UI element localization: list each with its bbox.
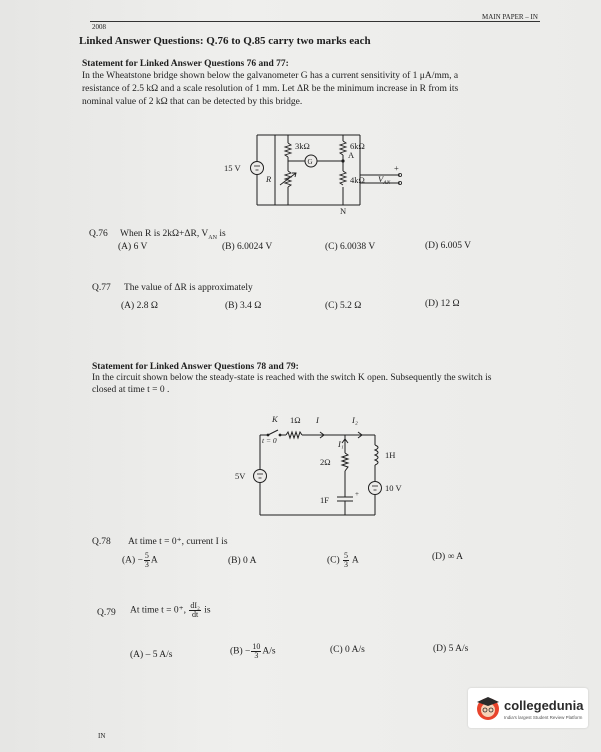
section-title: Linked Answer Questions: Q.76 to Q.85 carry two marks each [79, 35, 371, 47]
q79-option-d[interactable]: (D) 5 A/s [433, 644, 469, 654]
q76-option-b[interactable]: (B) 6.0024 V [222, 242, 273, 252]
q76-option-d[interactable]: (D) 6.005 V [425, 241, 472, 251]
resistor-1ohm-label: 1Ω [290, 415, 301, 425]
resistor-4k-label: 4kΩ [350, 175, 365, 185]
q78-option-b[interactable]: (B) 0 A [228, 556, 257, 566]
inductor-1h-label: 1H [385, 450, 396, 460]
q77-option-c[interactable]: (C) 5.2 Ω [325, 301, 362, 311]
q78-stem: At time t = 0⁺, current I is [128, 537, 228, 547]
statement-1-line: In the Wheatstone bridge shown below the galvanometer G has a current sensitivity of 1 μA/mm, a [82, 71, 459, 81]
q79-stem: At time t = 0⁺, $\frac{\text{dI₂}}{dt}$ is [130, 601, 211, 619]
q79-number: Q.79 [97, 608, 116, 618]
galvanometer-label: G [307, 158, 313, 166]
q76-option-a[interactable]: (A) 6 V [118, 242, 148, 252]
q77-number: Q.77 [92, 283, 111, 293]
statement-2-line: closed at time t = 0 . [92, 385, 170, 395]
footer-code: IN [98, 732, 106, 740]
current-i2-label: I₂ [352, 415, 358, 425]
brand-name: collegedunia [504, 698, 584, 713]
source-10v-label: 10 V [385, 483, 402, 493]
resistor-2ohm-label: 2Ω [320, 457, 331, 467]
v-an-label: $V_{AN}$ [378, 174, 391, 186]
time-zero-label: t = 0 [262, 436, 277, 445]
q77-option-d[interactable]: (D) 12 Ω [425, 299, 460, 309]
node-a-label: A [348, 150, 355, 160]
header-year: 2008 [92, 23, 106, 31]
resistor-3k-label: 3kΩ [295, 141, 310, 151]
source-5v-label: 5V [235, 471, 246, 481]
q78-option-d[interactable]: (D) ∞ A [432, 552, 464, 562]
q79-option-c[interactable]: (C) 0 A/s [330, 645, 365, 655]
q76-option-c[interactable]: (C) 6.0038 V [325, 242, 376, 252]
header-rule [90, 21, 540, 22]
switch-k-label: K [272, 414, 278, 424]
q79-option-a[interactable]: (A) – 5 A/s [130, 650, 173, 660]
q76-number: Q.76 [89, 229, 108, 239]
current-i-label: I [316, 415, 319, 425]
collegedunia-watermark [468, 688, 588, 728]
q76-stem: When R is 2kΩ+ΔR, $V_{AN}$ is [120, 229, 226, 241]
node-n-label: N [340, 206, 347, 215]
capacitor-plus-sign: + [355, 490, 359, 498]
statement-1-line: resistance of 2.5 kΩ and a scale resolution of 1 mm. Let ΔR be the minimum increase in R from its [82, 84, 459, 94]
resistor-6k-label: 6kΩ [350, 141, 365, 151]
q77-stem: The value of ΔR is approximately [124, 283, 253, 293]
statement-2-title: Statement for Linked Answer Questions 78 and 79: [92, 362, 299, 372]
header-paper: MAIN PAPER – IN [482, 13, 538, 21]
switched-rlc-circuit-diagram [220, 405, 420, 523]
plus-sign: + [394, 163, 399, 173]
q77-option-b[interactable]: (B) 3.4 Ω [225, 301, 262, 311]
q78-number: Q.78 [92, 537, 111, 547]
statement-1-title: Statement for Linked Answer Questions 76 and 77: [82, 59, 289, 69]
q77-option-a[interactable]: (A) 2.8 Ω [121, 301, 158, 311]
capacitor-1f-label: 1F [320, 495, 329, 505]
statement-1-line: nominal value of 2 kΩ that can be detected by this bridge. [82, 97, 303, 107]
resistor-r-label: R [266, 174, 272, 184]
q78-option-c[interactable]: (C) $\frac{5}{3}$ A [327, 551, 359, 569]
source-15v-label: 15 V [224, 163, 241, 173]
q78-option-a[interactable]: (A) − $\frac{5}{3}$ A [122, 551, 158, 569]
q79-option-b[interactable]: (B) − $\frac{10}{3}$ A/s [230, 642, 276, 660]
wheatstone-bridge-diagram [200, 125, 430, 215]
statement-2-line: In the circuit shown below the steady-state is reached with the switch K open. Subsequently the switch is [92, 373, 492, 383]
graduate-avatar-icon [474, 694, 502, 722]
current-i1-label: I₁ [338, 439, 344, 449]
brand-tagline: India's largest Student Review Platform [504, 715, 583, 720]
